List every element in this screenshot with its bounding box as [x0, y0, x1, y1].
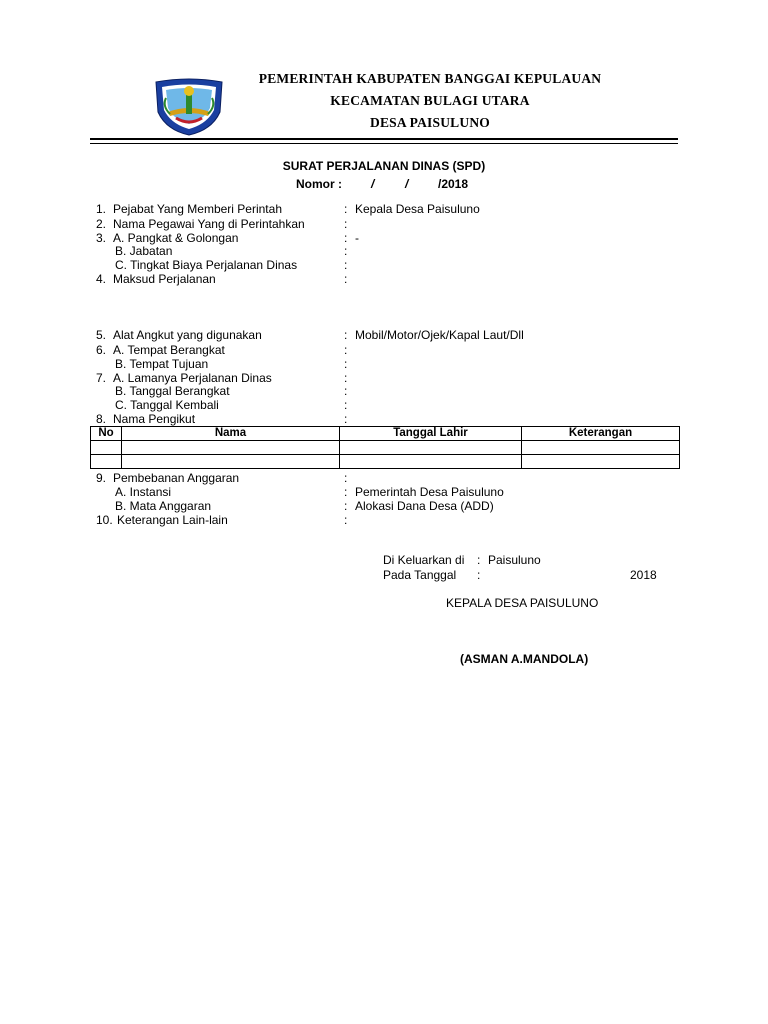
field-label: B. Tanggal Berangkat	[115, 384, 230, 398]
field-label: Pembebanan Anggaran	[113, 471, 240, 485]
field-number: 7.	[96, 371, 107, 385]
field-colon: :	[344, 244, 348, 258]
table-header-tanggal-lahir: Tanggal Lahir	[340, 427, 522, 441]
field-number: 3.	[96, 231, 107, 245]
field-number: 9.	[96, 471, 107, 485]
field-value: Pemerintah Desa Paisuluno	[355, 485, 504, 499]
table-cell	[91, 441, 122, 455]
table-header-keterangan: Keterangan	[522, 427, 680, 441]
table-cell	[122, 441, 340, 455]
field-label: Alat Angkut yang digunakan	[113, 328, 262, 342]
nomor-slash-2: /	[405, 177, 409, 191]
field-label: B. Tempat Tujuan	[115, 357, 209, 371]
signatory-position: KEPALA DESA PAISULUNO	[446, 596, 599, 610]
table-cell	[522, 441, 680, 455]
field-number: 8.	[96, 412, 107, 426]
header-thick-rule	[90, 138, 678, 140]
field-number: 6.	[96, 343, 107, 357]
field-label: A. Lamanya Perjalanan Dinas	[113, 371, 272, 385]
field-number: 1.	[96, 202, 107, 216]
field-label: C. Tingkat Biaya Perjalanan Dinas	[115, 258, 298, 272]
field-label: Nama Pengikut	[113, 412, 196, 426]
field-label: A. Instansi	[115, 485, 172, 499]
date-year: 2018	[630, 568, 657, 582]
nomor-slash-1: /	[371, 177, 375, 191]
issued-value: Paisuluno	[488, 553, 541, 567]
header-thin-rule	[90, 143, 678, 144]
field-colon: :	[344, 485, 348, 499]
field-colon: :	[344, 412, 348, 426]
table-header-row	[91, 427, 680, 441]
field-colon: :	[344, 258, 348, 272]
table-header-no: No	[91, 427, 122, 441]
issued-colon: :	[477, 553, 481, 567]
field-label: Nama Pegawai Yang di Perintahkan	[113, 217, 305, 231]
issued-label: Di Keluarkan di	[383, 553, 465, 567]
table-cell	[340, 455, 522, 469]
field-colon: :	[344, 328, 348, 342]
field-colon: :	[344, 357, 348, 371]
table-cell	[122, 455, 340, 469]
field-number: 10.	[96, 513, 113, 527]
table-cell	[91, 455, 122, 469]
header-government: PEMERINTAH KABUPATEN BANGGAI KEPULAUAN	[258, 71, 602, 86]
field-colon: :	[344, 384, 348, 398]
field-colon: :	[344, 231, 348, 245]
signatory-name: (ASMAN A.MANDOLA)	[460, 652, 589, 666]
field-label: C. Tanggal Kembali	[115, 398, 219, 412]
field-number: 5.	[96, 328, 107, 342]
field-colon: :	[344, 499, 348, 513]
field-colon: :	[344, 272, 348, 286]
field-label: A. Tempat Berangkat	[113, 343, 225, 357]
field-label: B. Mata Anggaran	[115, 499, 212, 513]
nomor-label: Nomor :	[296, 177, 342, 191]
date-label: Pada Tanggal	[383, 568, 457, 582]
field-label: Pejabat Yang Memberi Perintah	[113, 202, 282, 216]
field-colon: :	[344, 343, 348, 357]
field-label: Keterangan Lain-lain	[117, 513, 228, 527]
field-value: Alokasi Dana Desa (ADD)	[355, 499, 494, 513]
field-colon: :	[344, 217, 348, 231]
table-header-nama: Nama	[122, 427, 340, 441]
field-colon: :	[344, 398, 348, 412]
field-colon: :	[344, 371, 348, 385]
field-label: Maksud Perjalanan	[113, 272, 216, 286]
field-number: 2.	[96, 217, 107, 231]
nomor-year: /2018	[438, 177, 469, 191]
followers-table	[90, 426, 680, 469]
field-value: Mobil/Motor/Ojek/Kapal Laut/Dll	[355, 328, 524, 342]
field-number: 4.	[96, 272, 107, 286]
field-value: Kepala Desa Paisuluno	[355, 202, 480, 216]
field-colon: :	[344, 202, 348, 216]
field-colon: :	[344, 513, 348, 527]
document-title: SURAT PERJALANAN DINAS (SPD)	[282, 159, 486, 173]
table-row	[91, 455, 680, 469]
date-colon: :	[477, 568, 481, 582]
header-village: DESA PAISULUNO	[370, 115, 490, 130]
table-cell	[522, 455, 680, 469]
table-cell	[340, 441, 522, 455]
field-label: B. Jabatan	[115, 244, 173, 258]
field-label: A. Pangkat & Golongan	[113, 231, 239, 245]
field-value: -	[355, 231, 359, 245]
table-row	[91, 441, 680, 455]
header-district: KECAMATAN BULAGI UTARA	[330, 93, 530, 108]
field-colon: :	[344, 471, 348, 485]
